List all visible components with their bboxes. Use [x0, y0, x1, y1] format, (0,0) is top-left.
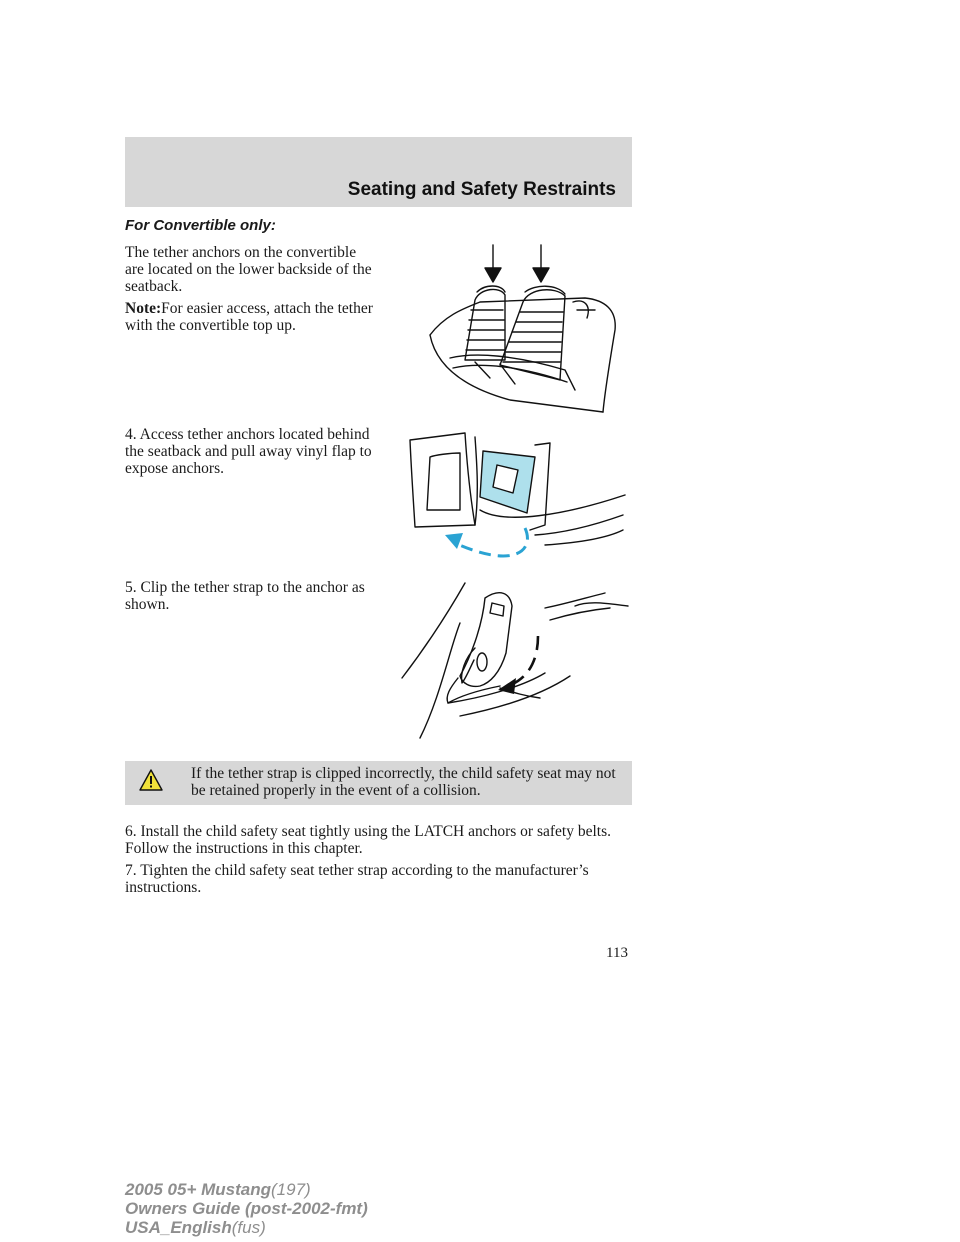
footer-line1-code: (197) — [271, 1180, 311, 1199]
subheading: For Convertible only: — [125, 217, 276, 234]
footer-line3: USA_English — [125, 1218, 232, 1237]
note-label: Note: — [125, 300, 162, 317]
footer-line1: 2005 05+ Mustang — [125, 1180, 271, 1199]
rear-seat-illustration — [405, 240, 625, 415]
warning-text: If the tether strap is clipped incorrectly, the child safety seat may not be retained properly in the event of a collision. — [191, 765, 616, 799]
note-text: For easier access, attach the tether with the convertible top up. — [125, 300, 373, 334]
intro-paragraph: The tether anchors on the convertible are located on the lower backside of the seatback. — [125, 244, 372, 295]
warning-box — [125, 761, 632, 805]
page-number: 113 — [606, 945, 628, 961]
warning-triangle-icon — [139, 769, 163, 791]
footer-line2: Owners Guide (post-2002-fmt) — [125, 1199, 368, 1218]
step-6: 6. Install the child safety seat tightly using the LATCH anchors or safety belts. Follow the instructions in this chapter. — [125, 823, 611, 857]
header-band — [125, 137, 632, 207]
step-4: 4. Access tether anchors located behind the seatback and pull away vinyl flap to expose anchors. — [125, 426, 372, 477]
step-5: 5. Clip the tether strap to the anchor as shown. — [125, 579, 365, 613]
tether-clip-illustration — [400, 578, 632, 743]
step-7: 7. Tighten the child safety seat tether strap according to the manufacturer’s instructions. — [125, 862, 589, 896]
footer — [125, 1180, 368, 1237]
section-title: Seating and Safety Restraints — [347, 179, 616, 200]
footer-line3-code: (fus) — [231, 1218, 266, 1237]
note-paragraph — [125, 300, 375, 334]
vinyl-flap-illustration — [405, 425, 630, 580]
